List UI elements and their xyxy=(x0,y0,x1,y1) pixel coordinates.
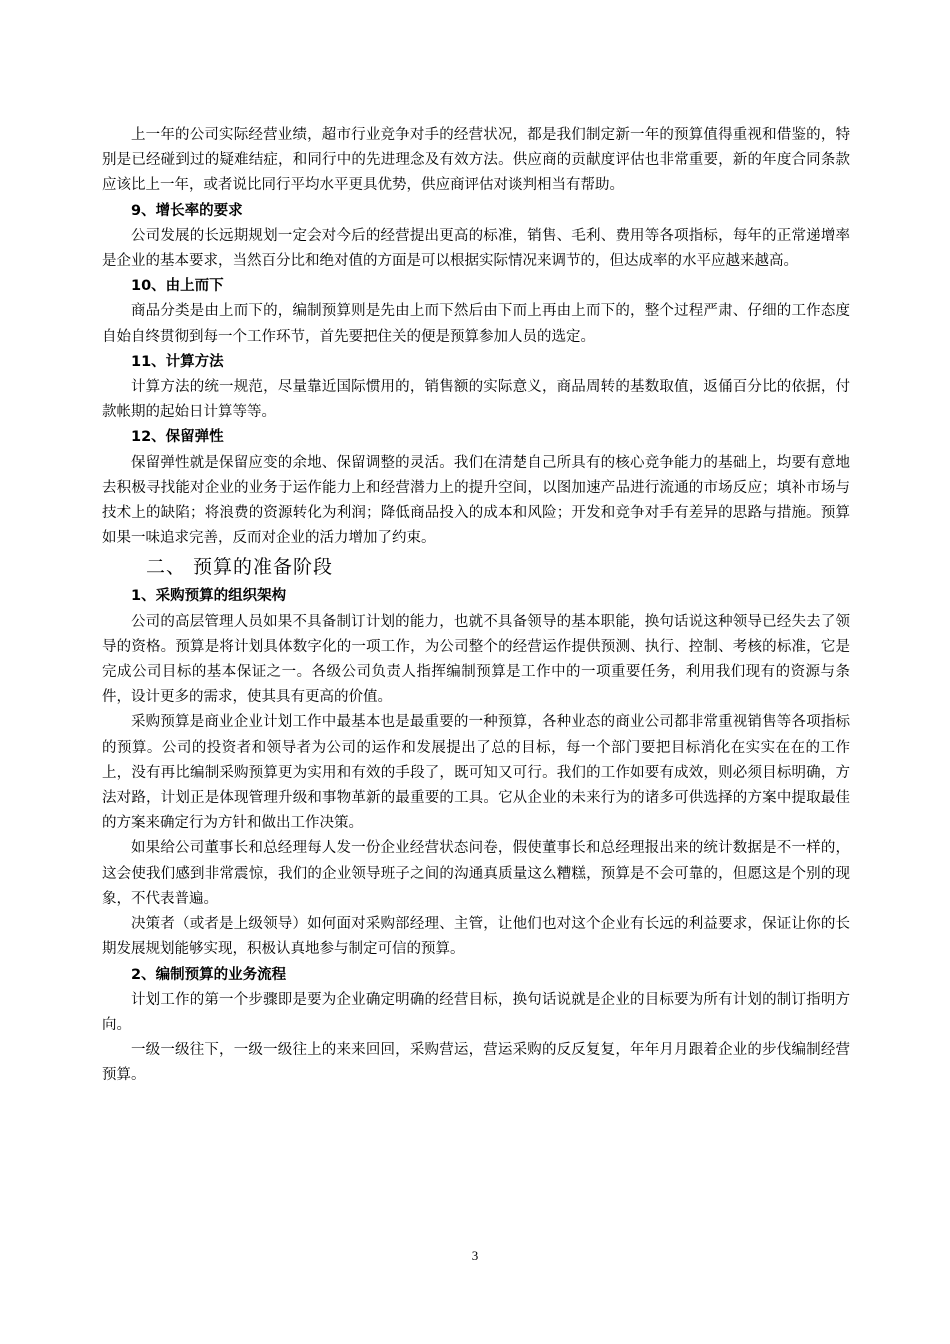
section-heading-preparation: 二、 预算的准备阶段 xyxy=(146,556,334,579)
subheading-flexibility: 12、保留弹性 xyxy=(131,429,224,446)
paragraph: 商品分类是由上而下的，编制预算则是先由上而下然后由下而上再由上而下的，整个过程严肃、仔细的工作态度自始自终贯彻到每一个工作环节，首先要把住关的便是预算参加人员的选定。 xyxy=(102,303,850,345)
subheading-business-process: 2、编制预算的业务流程 xyxy=(131,966,287,983)
paragraph: 公司的高层管理人员如果不具备制订计划的能力，也就不具备领导的基本职能，换句话说这种领导已经失去了领导的资格。预算是将计划具体数字化的一项工作，为公司整个的经营运作提供预测、执行、控制、考核的标准，它是完成公司目标的基本保证之一。各级公司负责人指挥编制预算是工作中的一项重要任务，利用我们现有的资源与条件，设计更多的需求，使其具有更高的价值。 xyxy=(102,613,850,706)
subheading-growth-rate: 9、增长率的要求 xyxy=(131,202,243,219)
page-content xyxy=(102,123,850,1089)
paragraph: 如果给公司董事长和总经理每人发一份企业经营状态问卷，假使董事长和总经理报出来的统计数据是不一样的，这会使我们感到非常震惊，我们的企业领导班子之间的沟通真质量这么糟糕，预算是不会可靠的，但愿这是个别的现象，不代表普遍。 xyxy=(102,840,850,907)
subheading-calculation-method: 11、计算方法 xyxy=(131,353,224,370)
paragraph: 上一年的公司实际经营业绩，超市行业竞争对手的经营状况，都是我们制定新一年的预算值得重视和借鉴的，特别是已经碰到过的疑难结症，和同行中的先进理念及有效方法。供应商的贡献度评估也非常重要，新的年度合同条款应该比上一年，或者说比同行平均水平更具优势，供应商评估对谈判相当有帮助。 xyxy=(102,127,850,194)
subheading-top-down: 10、由上而下 xyxy=(131,278,224,295)
paragraph: 公司发展的长远期规划一定会对今后的经营提出更高的标准，销售、毛利、费用等各项指标，每年的正常递增率是企业的基本要求，当然百分比和绝对值的方面是可以根据实际情况来调节的，但达成率的水平应越来越高。 xyxy=(102,227,850,270)
paragraph: 计算方法的统一规范，尽量靠近国际惯用的，销售额的实际意义，商品周转的基数取值，返俑百分比的依据，付款帐期的起始日计算等等。 xyxy=(102,379,850,421)
subheading-org-structure: 1、采购预算的组织架构 xyxy=(131,588,287,605)
paragraph: 保留弹性就是保留应变的余地、保留调整的灵活。我们在清楚自己所具有的核心竞争能力的基础上，均要有意地去积极寻找能对企业的业务于运作能力上和经营潜力上的提升空间，以图加速产品进行流通的市场反应；填补市场与技术上的缺陷；将浪费的资源转化为利润；降低商品投入的成本和风险；开发和竞争对手有差异的思路与措施。预算如果一味追求完善，反而对企业的活力增加了约束。 xyxy=(102,454,850,547)
paragraph: 决策者（或者是上级领导）如何面对采购部经理、主管，让他们也对这个企业有长远的利益要求，保证让你的长期发展规划能够实现，积极认真地参与制定可信的预算。 xyxy=(102,916,850,958)
paragraph: 一级一级往下，一级一级往上的来来回回，采购营运，营运采购的反反复复，年年月月跟着企业的步伐编制经营预算。 xyxy=(102,1042,850,1084)
paragraph: 采购预算是商业企业计划工作中最基本也是最重要的一种预算，各种业态的商业公司都非常重视销售等各项指标的预算。公司的投资者和领导者为公司的运作和发展提出了总的目标，每一个部门要把目标消化在实实在在的工作上，没有再比编制采购预算更为实用和有效的手段了，既可知又可行。我们的工作如要有成效，则必须目标明确，方法对路，计划正是体现管理升级和事物革新的最重要的工具。它从企业的未来行为的诸多可供选择的方案中提取最佳的方案来确定行为方针和做出工作决策。 xyxy=(102,714,850,832)
paragraph: 计划工作的第一个步骤即是要为企业确定明确的经营目标，换句话说就是企业的目标要为所有计划的制订指明方向。 xyxy=(102,991,850,1033)
page-number: 3 xyxy=(471,1248,479,1263)
